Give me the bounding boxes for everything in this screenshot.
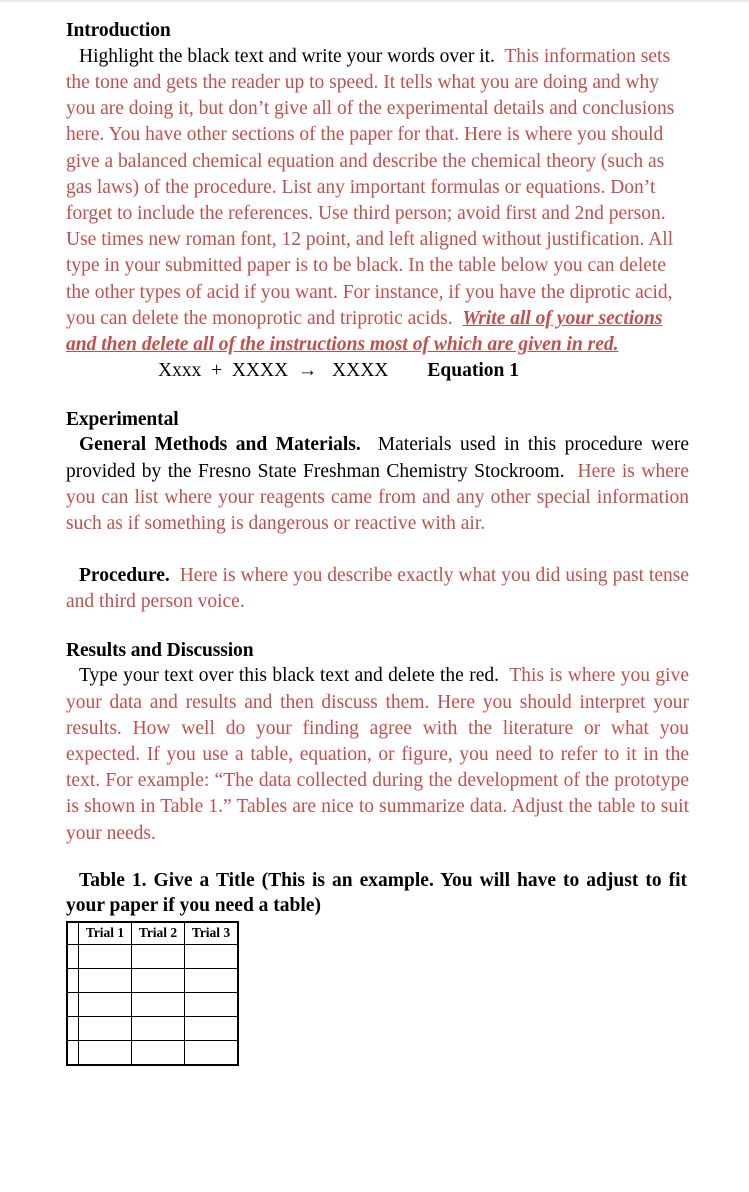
table-cell-trial-2[interactable] [132, 1016, 185, 1040]
text-gap-4 [565, 461, 578, 482]
table-cell-label[interactable] [67, 992, 79, 1016]
table-cell-trial-1[interactable] [79, 944, 132, 968]
text-gap-6 [499, 665, 509, 686]
text-gap [495, 46, 504, 67]
table-cell-label[interactable] [67, 1016, 79, 1040]
introduction-red-emphasis: Write all of your sections and then delete all of the instructions most of which are given in red. [66, 307, 663, 356]
introduction-black-lead: Highlight the black text and write your words over it. [79, 45, 495, 67]
procedure-red-body: Here is where you describe exactly what you did using past tense and third person voice. [66, 565, 689, 613]
table-cell-trial-2[interactable] [132, 1040, 185, 1065]
table-cell-trial-1[interactable] [79, 1040, 132, 1065]
results-red-body: This is where you give your data and results and then discuss them. Here you should interpret your results. How well do your finding agree with the literature or what you expected. If you use a table, equation, or figure, you need to refer to it in the text. For example: “The data collected during the development of the prototype is shown in Table 1.” Tables are nice to summarize data. Adjust the table to suit your needs. [66, 665, 689, 844]
table-cell-trial-1[interactable] [79, 1016, 132, 1040]
table-cell-label[interactable] [67, 944, 79, 968]
equation-line [66, 358, 689, 384]
table-header-trial-2: Trial 2 [132, 922, 185, 945]
section-heading-introduction: Introduction [66, 20, 171, 41]
data-table-head [67, 922, 238, 945]
experimental-black-body: Materials used in this procedure were provided by the Fresno State Freshman Chemistry Stockroom. [66, 434, 689, 482]
data-table-body [67, 944, 238, 1065]
table-cell-label[interactable] [67, 968, 79, 992]
experimental-subheading: General Methods and Materials. [79, 434, 361, 456]
results-paragraph [66, 663, 689, 847]
procedure-paragraph [66, 563, 689, 615]
table-cell-trial-1[interactable] [79, 968, 132, 992]
table-cell-trial-3[interactable] [185, 944, 239, 968]
introduction-red-body: This information sets the tone and gets the reader up to speed. It tells what you are doing and why you are doing it, but don’t give all of the experimental details and conclusions here. You have other sections of the paper for that. Here is where you should give a balanced chemical equation and describe the chemical theory (such as gas laws) of the procedure. List any important formulas or equations. Don’t forget to include the references. Use third person; avoid first and 2nd person. Use times new roman font, 12 point, and left aligned without justification. All type in your submitted paper is to be black. In the table below you can delete the other types of acid if you want. For instance, if you have the diprotic acid, you can delete the monoprotic and triprotic acids. [66, 45, 675, 329]
table-row [67, 968, 238, 992]
data-table [66, 921, 239, 1066]
table-cell-trial-3[interactable] [185, 1016, 239, 1040]
equation-label: Equation 1 [427, 360, 519, 382]
spacer-before-procedure [66, 537, 689, 563]
table-cell-trial-1[interactable] [79, 992, 132, 1016]
table-cell-trial-2[interactable] [132, 944, 185, 968]
table-cell-trial-3[interactable] [185, 1040, 239, 1065]
section-heading-experimental: Experimental [66, 408, 179, 430]
experimental-red-body: Here is where you can list where your reagents came from and any other special information such as if something is dangerous or reactive with air. [66, 460, 689, 534]
table-cell-trial-2[interactable] [132, 968, 185, 992]
equation-expression: Xxxx + XXXX → XXXX [158, 360, 389, 382]
table-caption [66, 869, 689, 919]
table-cell-label[interactable] [67, 1040, 79, 1065]
experimental-paragraph [66, 432, 689, 537]
table-row [67, 944, 238, 968]
table-header-trial-3: Trial 3 [185, 922, 239, 945]
table-row [67, 992, 238, 1016]
procedure-subheading: Procedure. [79, 565, 170, 587]
table-caption-text: Table 1. Give a Title (This is an example. You will have to adjust to fit your paper if you need a table) [66, 869, 687, 916]
equation-spacer [388, 360, 427, 381]
table-header-row [67, 922, 238, 945]
results-black-lead: Type your text over this black text and delete the red. [79, 665, 499, 687]
text-gap-2 [453, 308, 463, 329]
table-row [67, 1016, 238, 1040]
table-cell-trial-3[interactable] [185, 968, 239, 992]
spacer-after-equation [66, 385, 689, 407]
table-header-blank [67, 922, 79, 945]
table-cell-trial-2[interactable] [132, 992, 185, 1016]
text-gap-5 [170, 565, 180, 586]
introduction-paragraph [66, 44, 689, 359]
spacer-before-results [66, 616, 689, 638]
table-cell-trial-3[interactable] [185, 992, 239, 1016]
spacer-before-table [66, 847, 689, 869]
text-gap-3 [361, 434, 378, 455]
section-heading-results: Results and Discussion [66, 639, 254, 661]
table-header-trial-1: Trial 1 [79, 922, 132, 945]
table-row [67, 1040, 238, 1065]
